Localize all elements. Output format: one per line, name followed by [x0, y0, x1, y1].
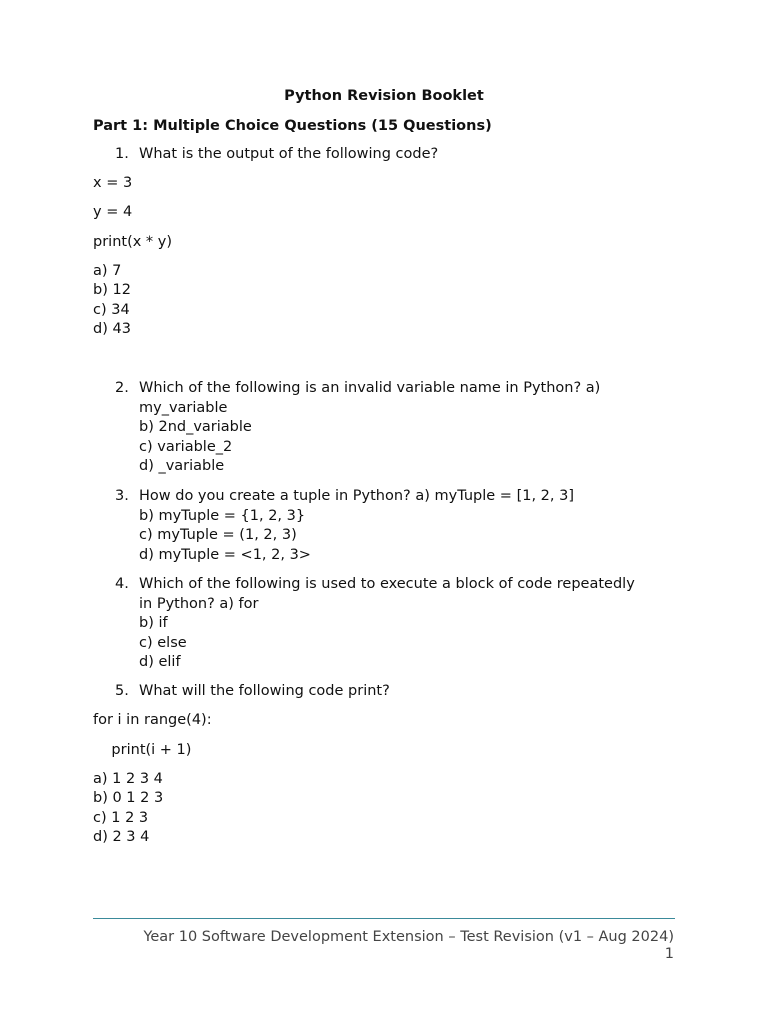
question-number: 4. [115, 576, 129, 592]
answer-option: d) 2 3 4 [93, 829, 150, 845]
question-5 [93, 682, 675, 702]
answer-option: c) variable_2 [139, 438, 233, 455]
question-number: 5. [115, 683, 129, 699]
code-line: print(x * y) [93, 234, 173, 250]
answer-option: b) 12 [93, 282, 131, 298]
answer-option: d) elif [139, 654, 181, 671]
answer-option: a) 7 [93, 263, 122, 279]
part-heading: Part 1: Multiple Choice Questions (15 Questions) [93, 118, 492, 134]
question-1 [93, 145, 675, 165]
question-number: 2. [115, 380, 129, 396]
footer-divider [93, 918, 675, 919]
code-line: y = 4 [93, 204, 133, 220]
document-title: Python Revision Booklet [284, 88, 484, 104]
answer-option: c) 34 [93, 302, 130, 318]
question-text: How do you create a tuple in Python? a) myTuple = [1, 2, 3] [139, 488, 574, 504]
question-number: 3. [115, 488, 129, 504]
code-line: for i in range(4): [93, 712, 212, 728]
answer-option: d) _variable [139, 458, 225, 475]
answer-option: a) 1 2 3 4 [93, 771, 163, 787]
answer-option: c) myTuple = (1, 2, 3) [139, 527, 297, 544]
answer-option: b) 2nd_variable [139, 419, 252, 436]
question-text: in Python? a) for [139, 595, 259, 612]
code-line: print(i + 1) [93, 742, 192, 758]
answer-option: b) if [139, 615, 168, 632]
answer-option: c) else [139, 634, 187, 651]
question-number: 1. [115, 146, 129, 162]
code-line: x = 3 [93, 175, 133, 191]
answer-option: c) 1 2 3 [93, 810, 149, 826]
answer-option: d) myTuple = <1, 2, 3> [139, 546, 311, 563]
question-3 [93, 487, 675, 565]
question-2 [93, 379, 675, 477]
answer-option: b) myTuple = {1, 2, 3} [139, 507, 306, 524]
question-text: What is the output of the following code? [139, 146, 439, 162]
question-text: Which of the following is an invalid variable name in Python? a) [139, 380, 601, 396]
question-text: my_variable [139, 399, 228, 416]
question-4 [93, 575, 675, 673]
question-text: Which of the following is used to execute a block of code repeatedly [139, 576, 635, 592]
page-number: 1 [664, 946, 674, 962]
footer-text: Year 10 Software Development Extension – Test Revision (v1 – Aug 2024) [143, 929, 674, 945]
answer-option: b) 0 1 2 3 [93, 790, 164, 806]
answer-option: d) 43 [93, 321, 131, 337]
question-text: What will the following code print? [139, 683, 390, 699]
